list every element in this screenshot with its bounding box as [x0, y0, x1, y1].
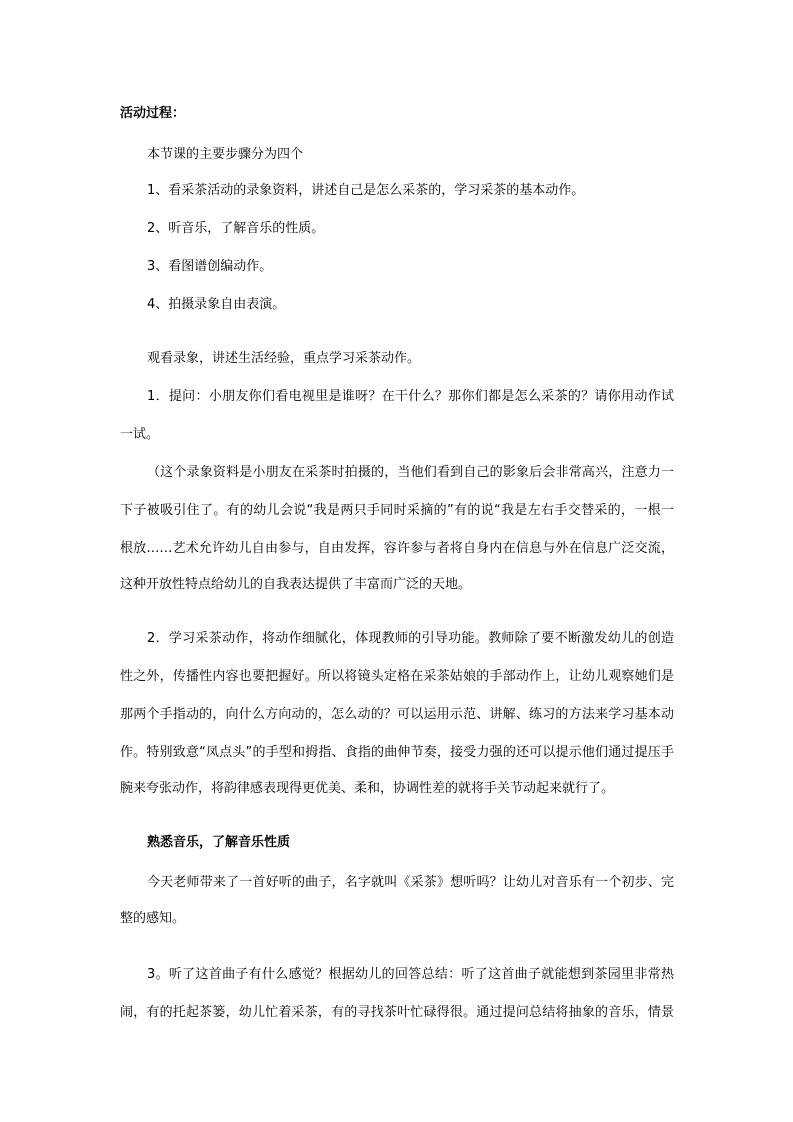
question-2-line: 腕来夸张动作，将韵律感表现得更优美、柔和，协调性差的就将手关节动起来就行了。: [120, 781, 615, 796]
note-line: （这个录象资料是小朋友在采茶时拍摄的，当他们看到自己的影象后会非常高兴，注意力一: [147, 465, 674, 480]
section-heading: 活动过程：: [120, 106, 186, 121]
music-intro-line: 今天老师带来了一首好听的曲子，名字就叫《采茶》想听吗？让幼儿对音乐有一个初步、完: [147, 875, 674, 890]
question-3-line: 3。听了这首曲子有什么感觉？根据幼儿的回答总结：听了这首曲子就能想到茶园里非常热: [147, 967, 674, 982]
question-3-line: 闹，有的托起茶篓，幼儿忙着采茶，有的寻找茶叶忙碌得很。通过提问总结将抽象的音乐，情景: [120, 1005, 674, 1020]
question-2-line: 那两个手指动的，向什么方向动的，怎么动的？可以运用示范、讲解、练习的方法来学习基本动: [120, 707, 674, 722]
music-intro-line: 整的感知。: [120, 911, 186, 926]
step-item: 4、拍摄录象自由表演。: [147, 297, 286, 312]
step-item: 2、听音乐，了解音乐的性质。: [147, 221, 325, 236]
question-1-line: 1．提问：小朋友你们看电视里是谁呀？在干什么？那你们都是怎么采茶的？请你用动作试: [147, 389, 674, 404]
question-2-line: 性之外，传播性内容也要把握好。所以将镜头定格在采茶姑娘的手部动作上，让幼儿观察她们是: [120, 669, 674, 684]
music-heading: 熟悉音乐，了解音乐性质: [147, 835, 291, 850]
step-item: 1、看采茶活动的录象资料，讲述自己是怎么采茶的，学习采茶的基本动作。: [147, 183, 585, 198]
watch-heading: 观看录象，讲述生活经验，重点学习采茶动作。: [147, 351, 421, 366]
question-1-line: 一试。: [120, 427, 160, 442]
note-line: 下子被吸引住了。有的幼儿会说“我是两只手同时采摘的”有的说“我是左右手交替采的，一根一: [120, 503, 674, 518]
question-2-line: 作。特别致意“凤点头”的手型和拇指、食指的曲伸节奏，接受力强的还可以提示他们通过提压手: [120, 745, 674, 760]
step-item: 3、看图谱创编动作。: [147, 259, 273, 274]
question-2-line: 2．学习采茶动作，将动作细腻化，体现教师的引导功能。教师除了要不断激发幼儿的创造: [147, 631, 674, 646]
note-line: 根放……艺术允许幼儿自由参与，自由发挥，容许参与者将自身内在信息与外在信息广泛交流，: [120, 541, 674, 556]
intro-paragraph: 本节课的主要步骤分为四个: [147, 147, 304, 162]
note-line: 这种开放性特点给幼儿的自我表达提供了丰富而广泛的天地。: [120, 577, 472, 592]
